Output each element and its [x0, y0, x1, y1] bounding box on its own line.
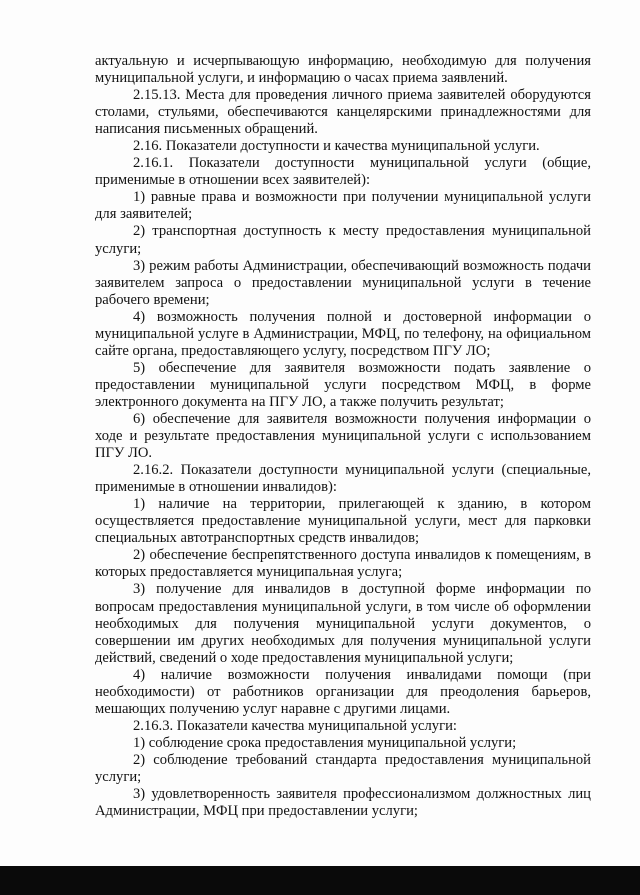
paragraph-2-16-2: 2.16.2. Показатели доступности муниципальной услуги (специальные, применимые в отношении инвалидов):	[95, 462, 591, 496]
paragraph-2-16-heading: 2.16. Показатели доступности и качества муниципальной услуги.	[133, 138, 540, 155]
scan-bottom-border	[0, 866, 640, 895]
list-item-special-1: 1) наличие на территории, прилегающей к зданию, в котором осуществляется предоставление муниципальной услуги, мест для парковки специальных автотранспортных средств инвалидов;	[95, 496, 591, 547]
list-item-special-2: 2) обеспечение беспрепятственного доступа инвалидов к помещениям, в которых предоставляется муниципальная услуга;	[95, 547, 591, 581]
list-item-special-4: 4) наличие возможности получения инвалидами помощи (при необходимости) от работников организации для преодоления барьеров, мешающих получению услуг наравне с другими лицами.	[95, 666, 591, 717]
list-item-general-3: 3) режим работы Администрации, обеспечивающий возможность подачи заявителем запроса о предоставлении муниципальной услуги в течение рабочего времени;	[95, 257, 591, 308]
list-item-general-1: 1) равные права и возможности при получении муниципальной услуги для заявителей;	[95, 189, 591, 223]
list-item-general-4: 4) возможность получения полной и достоверной информации о муниципальной услуге в Администрации, МФЦ, по телефону, на официальном сайте органа, предоставляющего услугу, посредством ПГУ ЛО;	[95, 308, 591, 359]
list-item-quality-3: 3) удовлетворенность заявителя профессионализмом должностных лиц Администрации, МФЦ при предоставлении услуги;	[95, 786, 591, 820]
paragraph-2-16-1: 2.16.1. Показатели доступности муниципальной услуги (общие, применимые в отношении всех заявителей):	[95, 155, 591, 189]
paragraph-intro-continuation: актуальную и исчерпывающую информацию, необходимую для получения муниципальной услуги, и информацию о часах приема заявлений.	[95, 53, 591, 87]
list-item-general-5: 5) обеспечение для заявителя возможности подать заявление о предоставлении муниципальной услуги посредством МФЦ, в форме электронного документа на ПГУ ЛО, а также получить результат;	[95, 359, 591, 410]
list-item-special-3: 3) получение для инвалидов в доступной форме информации по вопросам предоставления муниципальной услуги, в том числе об оформлении необходимых для получения муниципальной услуги документов, о совершении им других необходимых для получения муниципальной услуги действий, сведений о ходе предоставления муниципальной услуги;	[95, 581, 591, 666]
paragraph-2-16-3: 2.16.3. Показатели качества муниципальной услуги:	[133, 717, 457, 734]
document-body	[95, 53, 591, 820]
list-item-quality-2: 2) соблюдение требований стандарта предоставления муниципальной услуги;	[95, 751, 591, 785]
paragraph-2-15-13: 2.15.13. Места для проведения личного приема заявителей оборудуются столами, стульями, обеспечиваются канцелярскими принадлежностями для написания письменных обращений.	[95, 87, 591, 138]
list-item-quality-1: 1) соблюдение срока предоставления муниципальной услуги;	[133, 734, 517, 751]
list-item-general-6: 6) обеспечение для заявителя возможности получения информации о ходе и результате предоставления муниципальной услуги с использованием ПГУ ЛО.	[95, 410, 591, 462]
list-item-general-2: 2) транспортная доступность к месту предоставления муниципальной услуги;	[95, 223, 591, 257]
